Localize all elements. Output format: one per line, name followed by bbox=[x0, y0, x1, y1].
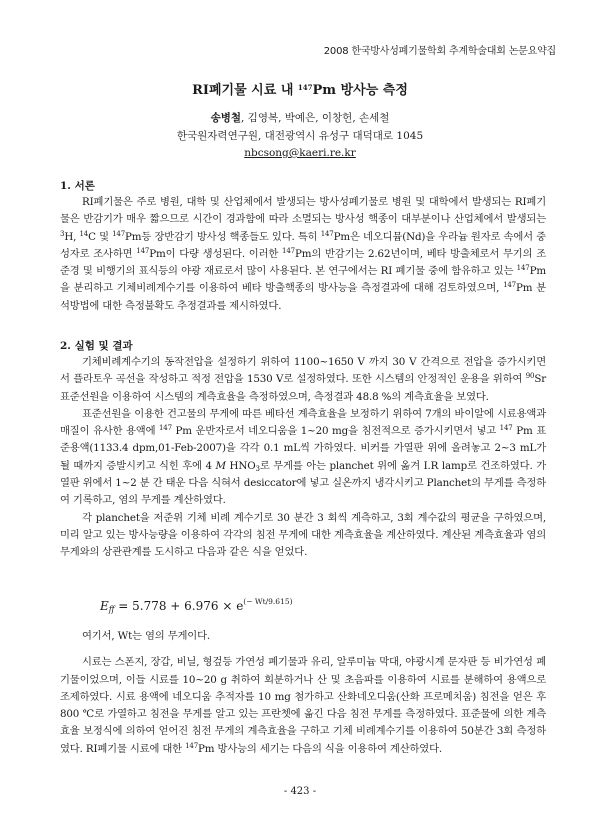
affiliation: 한국원자력연구원, 대전광역시 유성구 대덕대로 1045 bbox=[176, 130, 424, 142]
efficiency-equation: $E_{ff} = 5.778 + 6.976 \times e^{(- Wt/9.615)}$ bbox=[100, 597, 293, 614]
results-paragraph-5: 시료는 스폰지, 장갑, 비닐, 형겊등 가연성 폐기물과 유리, 알루미늄 막대, 야광시계 문자판 등 비가연성 폐기물이었으며, 이들 시료를 10~20 g 취하여 회분하거나 산 및 초음파를 이용하여 시료를 분해하여 용액으로 조제하였다. 시료 용액에 네오디움 추적자를 10 mg 첨가하고 산화네오디움(산화 프로메치움) 침전을 얻은 후 800 ℃로 가열하고 침전을 무게를 알고 있는 프란쳇에 옮긴 다음 침전 무게를 측정하였다. 표준물에 의한 계측효율 보정식에 의하여 얻어진 침전 무게의 계측효율을 구하고 기체 비례계수기를 이용하여 50분간 3회 측정하였다. RI폐기물 시료에 대한 $^{147}$Pm 방사능의 세기는 다음의 식을 이용하여 계산하였다. bbox=[60, 656, 546, 755]
lead-author: 송병철 bbox=[210, 112, 241, 124]
email-address[interactable]: nbcsong@kaeri.re.kr bbox=[244, 147, 356, 159]
paper-title bbox=[0, 79, 600, 98]
results-paragraphs bbox=[60, 354, 546, 562]
title-text-end: Pm 방사능 측정 bbox=[312, 83, 408, 98]
results-paragraph-2: 표준선원을 이용한 건고물의 무게에 따른 베타선 계측효율을 보정하기 위하여 7개의 바이알에 시료용액과 매질이 유사한 용액에 $^{147}$ Pm 운반자로서 네오디움을 1~20 mg을 침전적으로 증가시키면서 넣고 $^{147}$ Pm 표준용액(1133.4 dpm,01-Feb-2007)을 각각 0.1 mL씩 가하였다. 비커를 가열판 위에 올려놓고 2~3 mL가 될 때까지 증발시키고 식힌 후에 4 M $HNO_3$로 무게를 아는 planchet 위에 옮겨 I.R lamp로 건조하였다. 가열판 위에서 1~2 분 간 태운 다음 식혀서 desiccator에 넣고 실온까지 냉각시키고 Planchet의 무게를 측정하여 기록하고, 염의 무게를 계산하였다. bbox=[60, 407, 547, 507]
results-paragraphs-after-equation bbox=[60, 628, 546, 758]
section-heading-results: 2. 실험 및 결과 bbox=[60, 340, 133, 352]
results-paragraph-1: 기체비례계수기의 동작전압을 설정하기 위하여 1100~1650 V 까지 30 V 간격으로 전압을 증가시키면서 플라토우 곡선을 작성하고 적정 전압을 1530 V로 설정하였다. 또한 시스템의 안정적인 운용을 위하여 $^{90}$Sr 표준선원을 이용하여 시스템의 계측효율을 측정하였으며, 측정결과 48.8 %의 계측효율을 보였다. bbox=[60, 356, 546, 403]
co-authors: , 김영복, 박예은, 이창헌, 손세철 bbox=[241, 112, 390, 124]
intro-paragraph: RI폐기물은 주로 병원, 대학 및 산업체에서 발생되는 방사성폐기물로 병원 및 대학에서 발생되는 RI폐기물은 반감기가 매우 짧으므로 시간이 경과함에 따라 소멸되는 방사성 핵종이 대부분이나 산업체에서 발생되는 $^3$H, $^{14}$C 및 $^{147}$Pm등 장반감기 방사성 핵종들도 있다. 특히 $^{147}$Pm은 네오디뮴(Nd)을 우라늄 원자로 속에서 중성자로 조사하면 $^{147}$Pm이 다량 생성된다. 이러한 $^{147}$Pm의 반감기는 2.62년이며, 베타 방출체로서 무기의 조준경 및 비행기의 표식등의 야광 재료로서 많이 사용된다. 본 연구에서는 RI 폐기물 중에 함유하고 있는 $^{147}$Pm을 분리하고 기체비례계수기를 이용하여 베타 방출핵종의 방사능을 측정결과에 대해 검토하였으며, $^{147}$Pm 분석방법에 대한 측정불확도 추정결과를 제시하였다. bbox=[60, 196, 546, 312]
title-text: RI폐기물 시료 내 bbox=[192, 83, 298, 98]
results-paragraph-3: 각 planchet을 저준위 기체 비례 계수기로 30 분간 3 회씩 계측하고, 3회 계수값의 평균을 구하였으며, 미리 알고 있는 방사능량을 이용하여 각각의 침전 무게에 대한 계측효율을 계산하였다. 계산된 계측효율과 염의 무게와의 상관관계를 도시하고 다음과 같은 식을 얻었다. bbox=[60, 511, 546, 559]
results-paragraph-4: 여기서, Wt는 염의 무게이다. bbox=[82, 630, 211, 642]
section-heading-intro: 1. 서론 bbox=[60, 180, 95, 192]
title-superscript: 147 bbox=[297, 83, 313, 92]
author-list bbox=[0, 110, 600, 125]
page-number: - 423 - bbox=[283, 786, 317, 797]
running-header: 2008 한국방사성폐기물학회 추계학술대회 논문요약집 bbox=[323, 46, 556, 57]
